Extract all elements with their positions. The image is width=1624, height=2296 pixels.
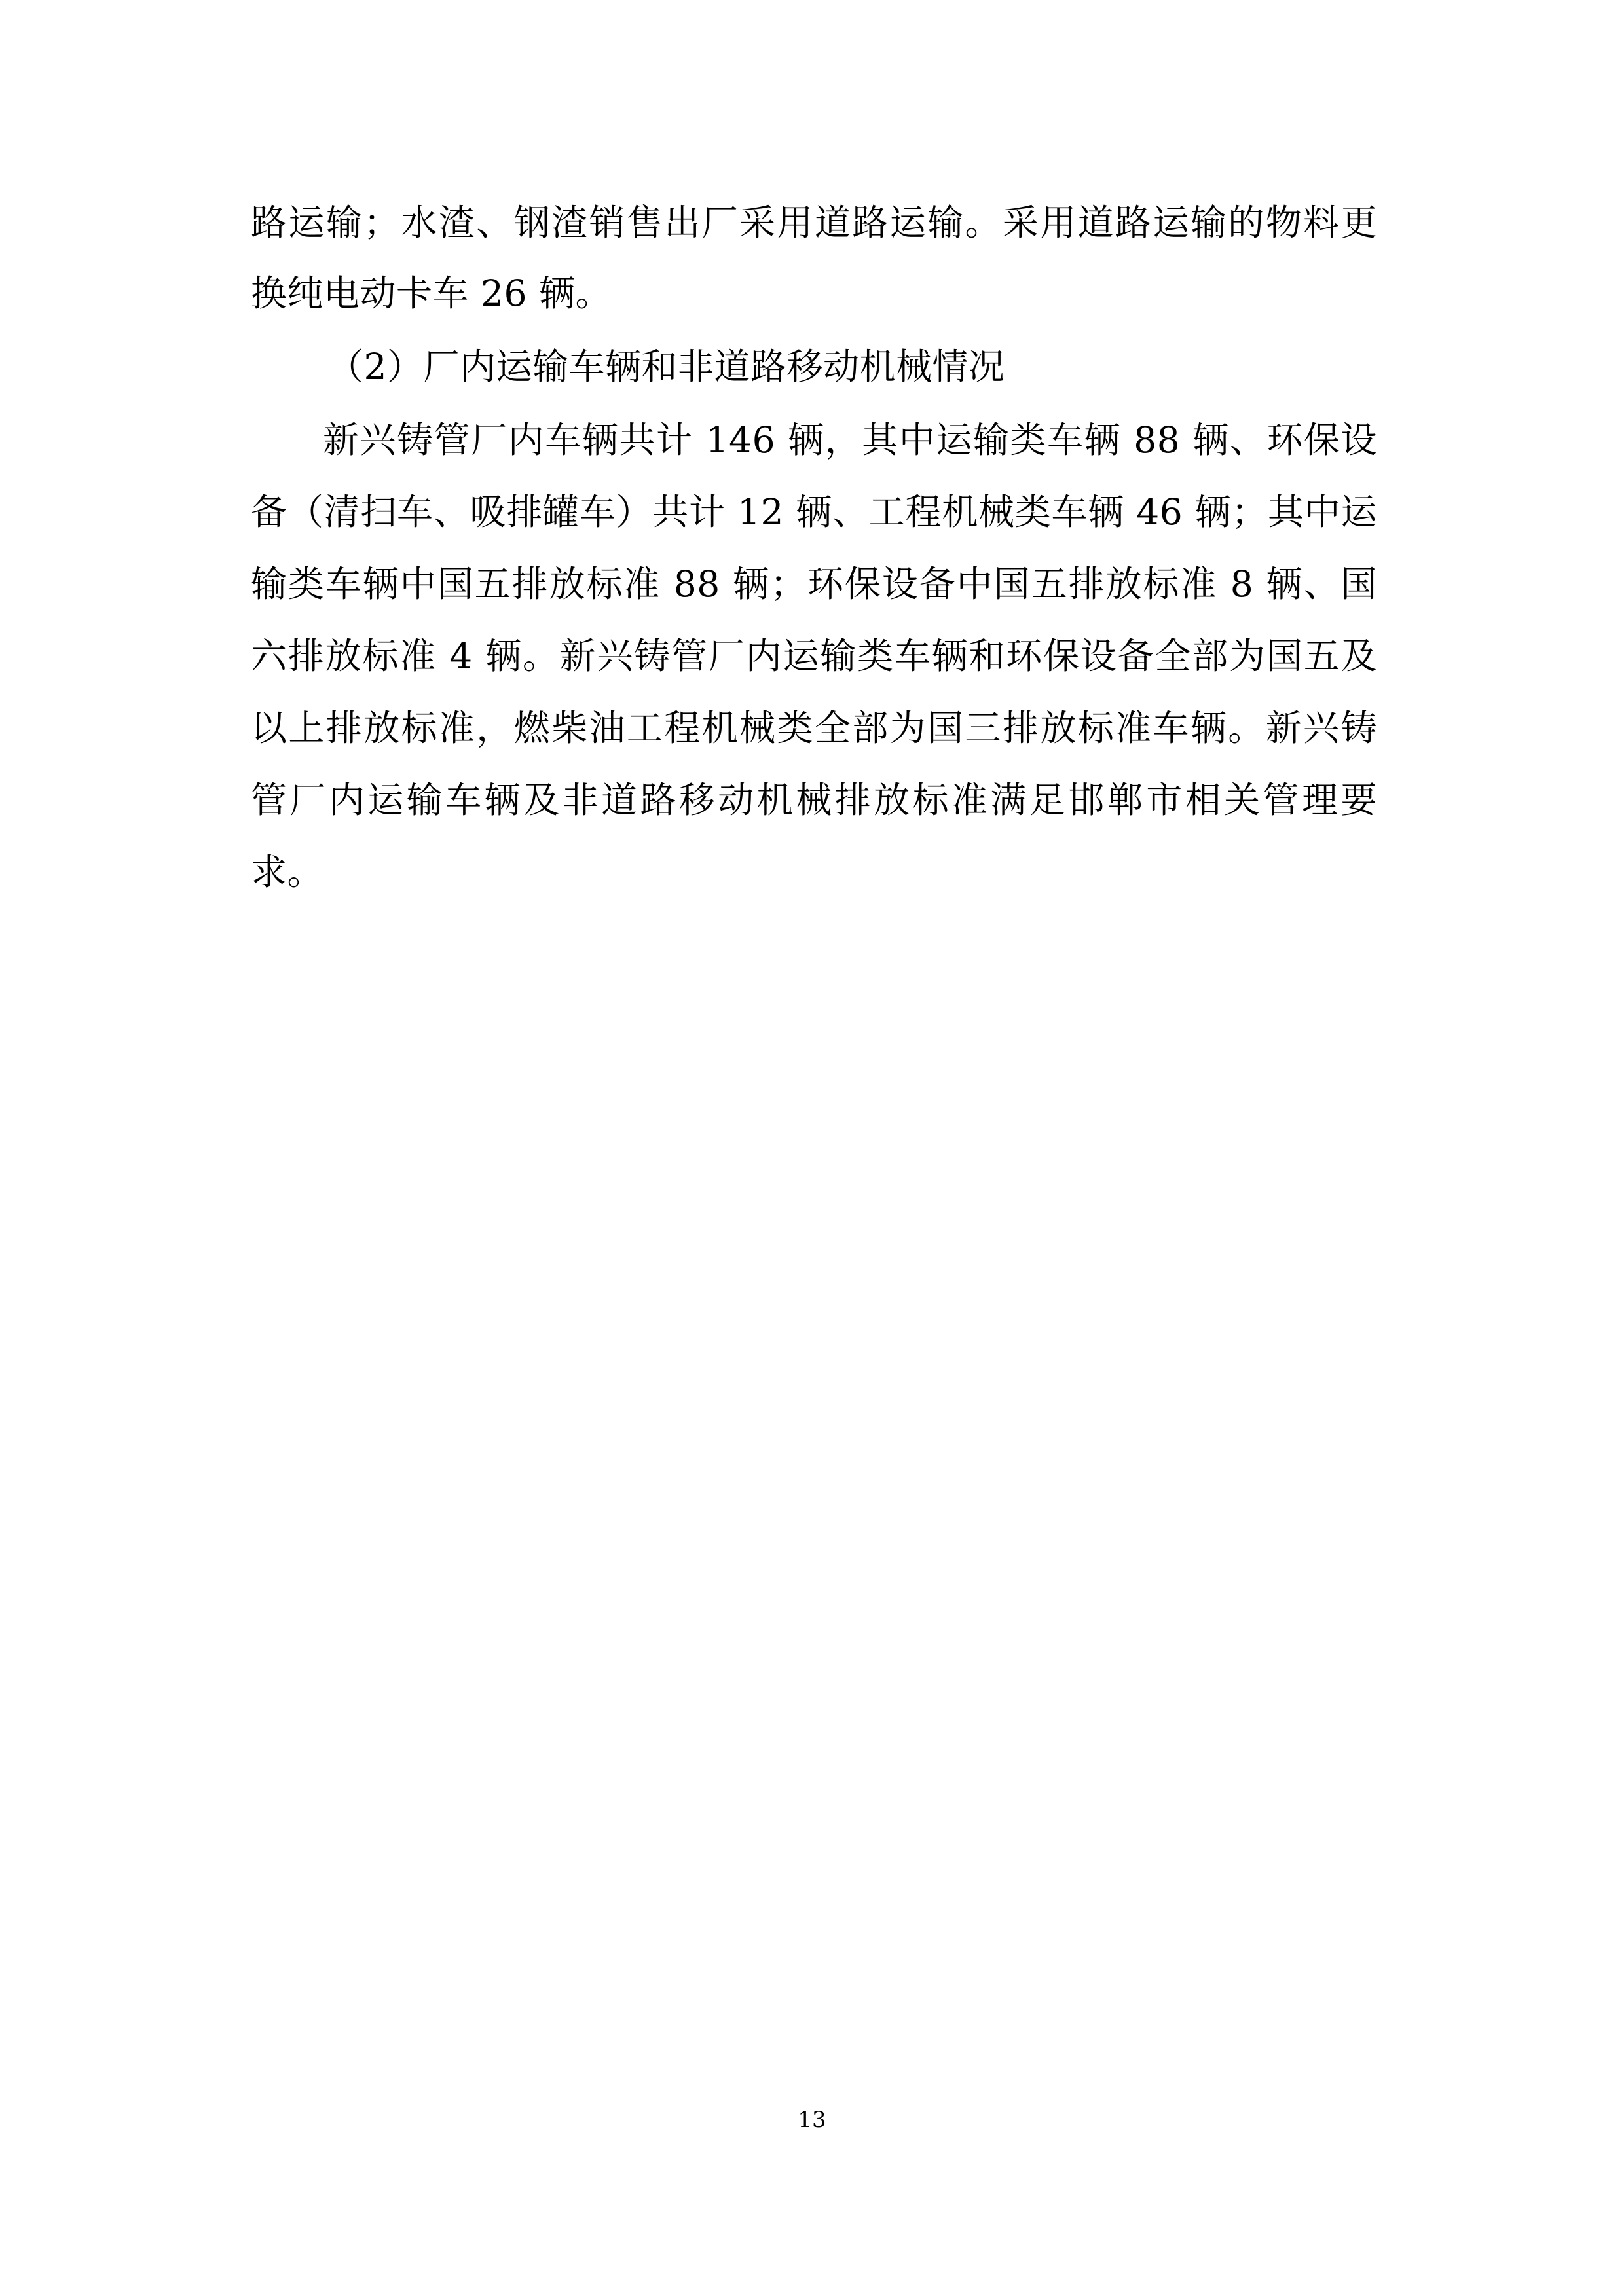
paragraph-line: 以上排放标准，燃柴油工程机械类全部为国三排放标准车辆。新兴铸 xyxy=(251,707,1377,749)
section-heading: （2）厂内运输车辆和非道路移动机械情况 xyxy=(327,346,1005,388)
paragraph-line: 管厂内运输车辆及非道路移动机械排放标准满足邯郸市相关管理要 xyxy=(251,779,1377,821)
paragraph-line: 求。 xyxy=(251,851,324,893)
paragraph-line: 输类车辆中国五排放标准 88 辆；环保设备中国五排放标准 8 辆、国 xyxy=(251,563,1377,605)
paragraph-line: 路运输；水渣、钢渣销售出厂采用道路运输。采用道路运输的物料更 xyxy=(251,202,1377,244)
paragraph-line: 换纯电动卡车 26 辆。 xyxy=(251,272,612,314)
paragraph-line: 六排放标准 4 辆。新兴铸管厂内运输类车辆和环保设备全部为国五及 xyxy=(251,635,1377,677)
page-number: 13 xyxy=(798,2107,826,2133)
paragraph-line: 备（清扫车、吸排罐车）共计 12 辆、工程机械类车辆 46 辆；其中运 xyxy=(251,491,1377,533)
paragraph-line: 新兴铸管厂内车辆共计 146 辆，其中运输类车辆 88 辆、环保设 xyxy=(323,419,1377,461)
